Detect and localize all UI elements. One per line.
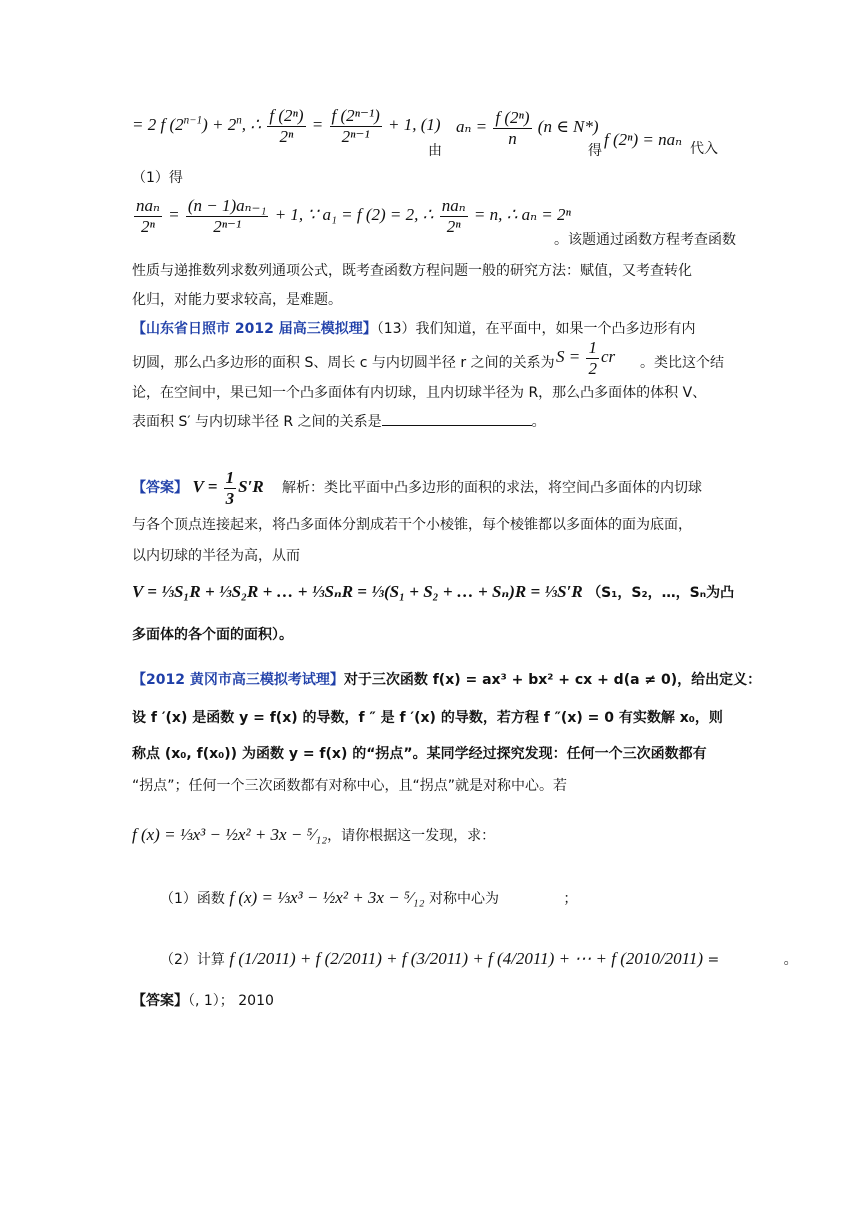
final-answer: 【答案】（, 1）； 2010: [132, 993, 274, 1009]
question-cubic-line-5: f (x) = ⅓x³ − ½x² + 3x − ⁵⁄₁₂，请你根据这一发现，求：: [132, 825, 496, 844]
fraction: $\frac{\text{f (2ⁿ⁻¹)}}{\text{2ⁿ⁻¹}}$: [331, 106, 380, 146]
question-cubic-line-1: 【2012 黄冈市高三模拟考试理】对于三次函数 f(x) = ax³ + bx² + cx + d(a ≠ 0)，给出定义：: [132, 672, 762, 688]
fraction: $\frac{1}{3}$: [225, 468, 235, 508]
comment-line-1: 。该题通过函数方程考查函数: [554, 232, 736, 248]
question-13-line-4: 表面积 S′ 与内切球半径 R 之间的关系是 。: [132, 414, 546, 430]
answer-blank: [382, 425, 532, 426]
answer-line-5: 多面体的各个面的面积）。: [132, 627, 293, 643]
fraction: $\frac{\text{f (2ⁿ)}}{n}$: [495, 108, 530, 148]
fraction: $\frac{1}{2}$: [588, 338, 597, 378]
text-yi-de: （1）得: [132, 170, 183, 186]
equation-f2n: f (2ⁿ) = naₙ: [604, 130, 683, 149]
fraction: $\frac{\text{naₙ}}{\text{2ⁿ}}$: [136, 196, 160, 236]
answer-line-3: 以内切球的半径为高，从而: [132, 548, 300, 564]
equation-line-2: $\frac{\text{naₙ}}{\text{2ⁿ}}$ = $\frac{\text{(n − 1)aₙ₋₁}}{\text{2ⁿ⁻¹}}$ + 1, ∵ a₁ = f (2) = 2, ∴ $\frac{\text{naₙ}}{\text{2ⁿ}}$ = n, ∴ aₙ = 2ⁿ: [136, 196, 571, 236]
fraction: $\frac{\text{naₙ}}{\text{2ⁿ}}$: [441, 196, 466, 236]
answer-line-1: 【答案】 V = $\frac{1}{3}$ S′R 解析：类比平面中凸多边形的面积的求法，将空间凸多面体的内切球: [132, 468, 702, 508]
question-cubic-line-2: 设 f ′(x) 是函数 y = f(x) 的导数，f ″ 是 f ′(x) 的导数，若方程 f ″(x) = 0 有实数解 x₀，则: [132, 710, 723, 726]
equation-line-1: = 2 f $(2^{n-1}) + 2^n$, ∴ $\frac{\text{f (2ⁿ)}}{\text{2ⁿ}}$ = $\frac{\text{f (2ⁿ⁻¹)}}{\text{2ⁿ⁻¹}}$ + 1, (1): [132, 106, 441, 146]
fraction: $\frac{\text{f (2ⁿ)}}{\text{2ⁿ}}$: [269, 106, 304, 146]
text-dairu: 代入: [690, 141, 718, 157]
answer-label: 【答案】: [132, 479, 188, 496]
question-cubic-line-4: “拐点”；任何一个三次函数都有对称中心，且“拐点”就是对称中心。若: [132, 778, 568, 794]
formula-s: S = $\frac{1}{2}$ cr: [556, 338, 616, 378]
volume-formula-line: V = ⅓S₁R + ⅓S₂R + … + ⅓SₙR = ⅓(S₁ + S₂ + … + Sₙ)R = ⅓S′R （S₁，S₂，…，Sₙ为凸: [132, 582, 735, 601]
question-cubic-line-3: 称点 (x₀, f(x₀)) 为函数 y = f(x) 的“拐点”。某同学经过探究发现：任何一个三次函数都有: [132, 746, 707, 762]
answer-line-2: 与各个顶点连接起来，将凸多面体分割成若干个小棱锥，每个棱锥都以多面体的面为底面，: [132, 517, 692, 533]
text-de: 得: [588, 143, 602, 159]
question-13-line-1: 【山东省日照市 2012 届高三模拟理】（13）我们知道，在平面中，如果一个凸多边形有内: [132, 321, 696, 337]
source-label: 【山东省日照市 2012 届高三模拟理】: [132, 321, 377, 337]
fraction: $\frac{\text{(n − 1)aₙ₋₁}}{\text{2ⁿ⁻¹}}$: [187, 196, 267, 236]
source-label: 【2012 黄冈市高三模拟考试理】: [132, 672, 344, 688]
answer-label: 【答案】: [132, 993, 188, 1009]
sub-question-1: （1）函数 f (x) = ⅓x³ − ½x² + 3x − ⁵⁄₁₂ 对称中心为 ；: [160, 888, 578, 907]
sub-question-2: （2）计算 f (1/2011) + f (2/2011) + f (3/2011) + f (4/2011) + ⋯ + f (2010/2011) = 。: [160, 949, 798, 968]
text-you: 由: [428, 143, 442, 159]
question-13-line-3: 论，在空间中，果已知一个凸多面体有内切球，且内切球半径为 R，那么凸多面体的体积 V、: [132, 385, 707, 401]
comment-line-3: 化归，对能力要求较高，是难题。: [132, 292, 342, 308]
question-13-line-2: 切圆，那么凸多边形的面积 S、周长 c 与内切圆半径 r 之间的关系为: [132, 355, 555, 371]
question-13-line-2-end: 。类比这个结: [640, 355, 724, 371]
equation-an: aₙ = $\frac{\text{f (2ⁿ)}}{n}$ (n ∈ N*): [456, 108, 599, 148]
comment-line-2: 性质与递推数列求数列通项公式，既考查函数方程问题一般的研究方法：赋值，又考查转化: [132, 263, 692, 279]
